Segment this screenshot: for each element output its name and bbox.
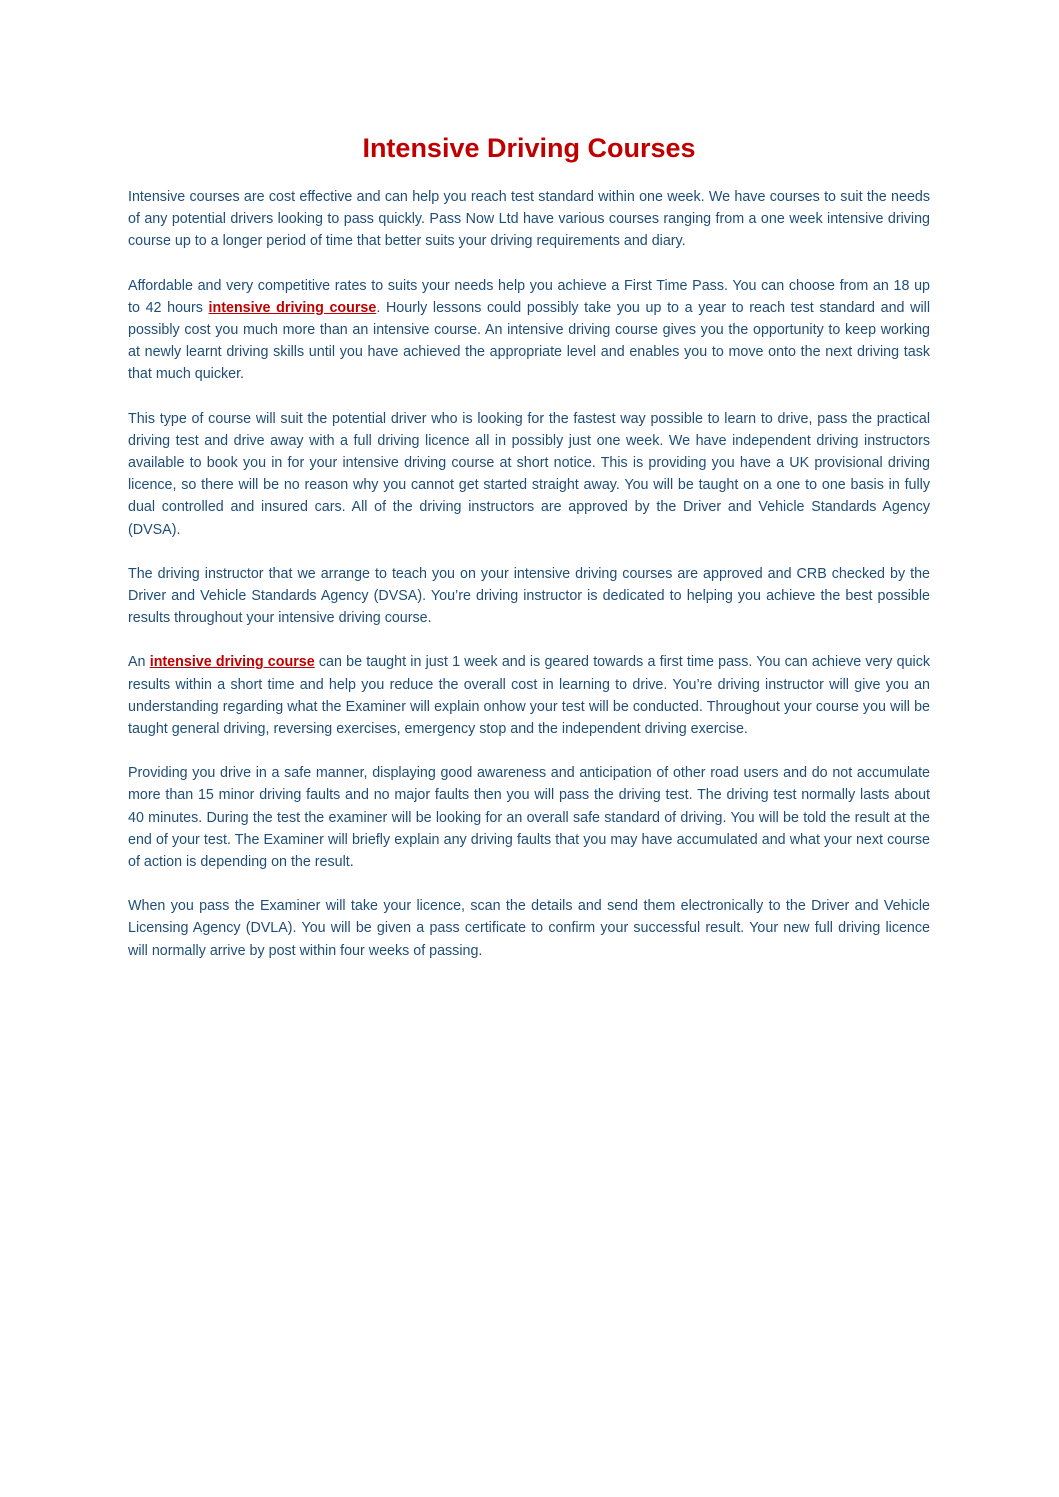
paragraph-text: An: [128, 654, 150, 671]
paragraph-rates: [128, 275, 930, 386]
intensive-driving-course-link[interactable]: intensive driving course: [149, 654, 315, 671]
paragraph-text: . Hourly lessons could possibly take you up to a year to reach test standard and will possibly cost you much more than an intensive course. An intensive driving course gives you the opportunity to keep working at newly learnt driving skills until you have achieved the appropriate level and enables you to move onto the next driving task that much quicker.: [128, 299, 930, 383]
paragraph-driving-test: Providing you drive in a safe manner, displaying good awareness and anticipation of other road users and do not accumulate more than 15 minor driving faults and no major faults then you will pass the driving test. The driving test normally lasts about 40 minutes. During the test the examiner will be looking for an overall safe standard of driving. You will be told the result at the end of your test. The Examiner will briefly explain any driving faults that you may have accumulated and what your next course of action is depending on the result.: [128, 765, 930, 871]
paragraph-after-pass: When you pass the Examiner will take your licence, scan the details and send them electronically to the Driver and Vehicle Licensing Agency (DVLA). You will be given a pass certificate to confirm your successful result. Your new full driving licence will normally arrive by post within four weeks of passing.: [128, 898, 930, 959]
page-title: Intensive Driving Courses: [362, 133, 696, 163]
intensive-driving-course-link[interactable]: intensive driving course: [208, 299, 377, 316]
paragraph-intro: Intensive courses are cost effective and can help you reach test standard within one week. We have courses to suit the needs of any potential drivers looking to pass quickly. Pass Now Ltd have various courses ranging from a one week intensive driving course up to a longer period of time that better suits your driving requirements and diary.: [128, 189, 930, 250]
paragraph-text: can be taught in just 1 week and is geared towards a first time pass. You can achieve very quick results within a short time and help you reduce the overall cost in learning to drive. You’re driving instructor will give you an understanding regarding what the Examiner will explain onhow your test will be conducted. Throughout your course you will be taught general driving, reversing exercises, emergency stop and the independent driving exercise.: [128, 654, 930, 738]
paragraph-instructor: The driving instructor that we arrange to teach you on your intensive driving courses are approved and CRB checked by the Driver and Vehicle Standards Agency (DVSA). You’re driving instructor is dedicated to helping you achieve the best possible results throughout your intensive driving course.: [128, 565, 930, 627]
document-page: [128, 128, 930, 984]
paragraph-course-type: This type of course will suit the potential driver who is looking for the fastest way possible to learn to drive, pass the practical driving test and drive away with a full driving licence all in possibly just one week. We have independent driving instructors available to book you in for your intensive driving course at short notice. This is providing you have a UK provisional driving licence, so there will be no reason why you cannot get started straight away. You will be taught on a one to one basis in fully dual controlled and insured cars. All of the driving instructors are approved by the Driver and Vehicle Standards Agency (DVSA).: [128, 410, 930, 538]
paragraph-text: Affordable and very competitive rates to suits your needs help you achieve a First Time Pass. You can choose from an 18 up to 42 hours: [128, 277, 930, 316]
paragraph-one-week: [128, 651, 930, 740]
